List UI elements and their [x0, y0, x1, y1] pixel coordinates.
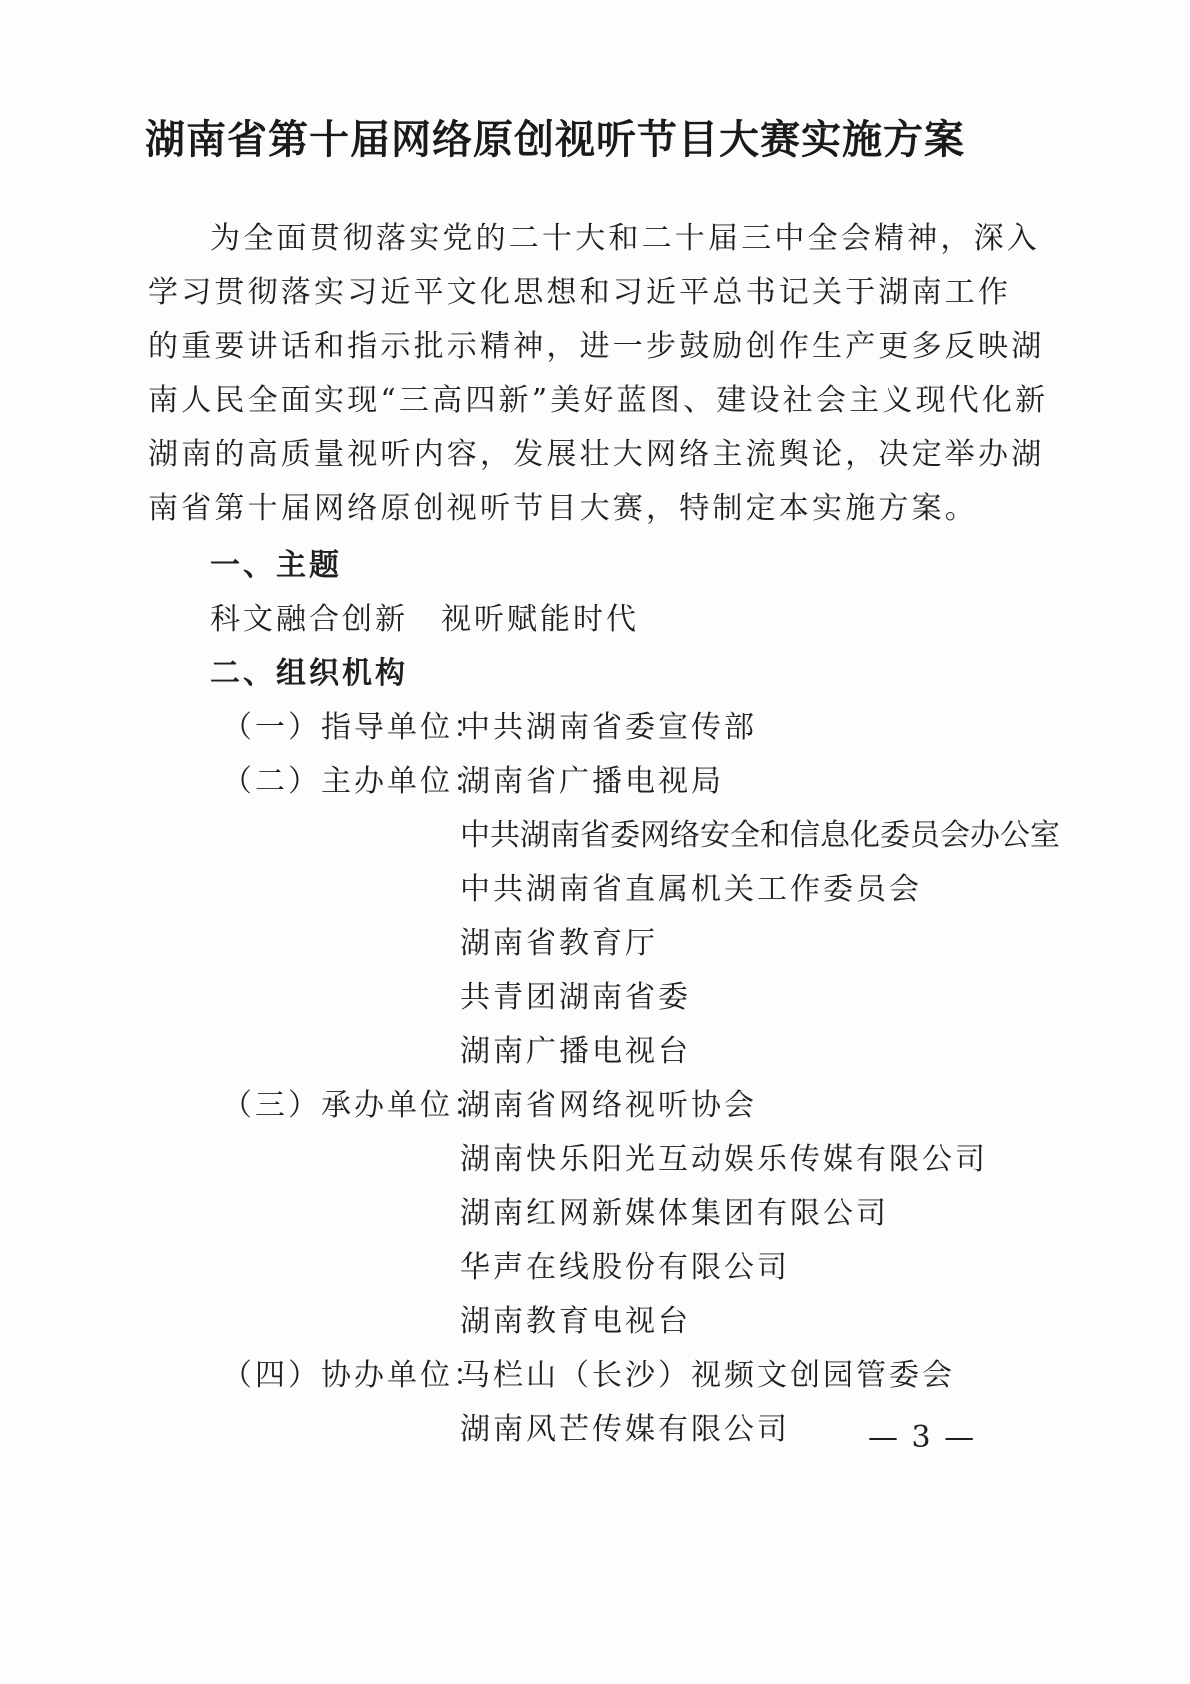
org-item: 共青团湖南省委 — [460, 980, 691, 1015]
org-item: 湖南省广播电视局 — [460, 764, 724, 799]
org-item: 湖南风芒传媒有限公司 — [460, 1412, 790, 1447]
org-item: 马栏山（长沙）视频文创园管委会 — [460, 1358, 955, 1393]
intro-line: 南省第十届网络原创视听节目大赛，特制定本实施方案。 — [148, 491, 978, 526]
org-item: 中共湖南省委宣传部 — [460, 710, 757, 745]
intro-line: 为全面贯彻落实党的二十大和二十届三中全会精神，深入 — [210, 221, 1040, 256]
org-item: 湖南省网络视听协会 — [460, 1088, 757, 1123]
org-label-guidance: （一）指导单位： — [222, 710, 486, 745]
org-item: 中共湖南省直属机关工作委员会 — [460, 872, 922, 907]
intro-line: 的重要讲话和指示批示精神，进一步鼓励创作生产更多反映湖 — [148, 329, 1045, 364]
section-heading-theme: 一、主题 — [210, 548, 342, 583]
section-heading-organization: 二、组织机构 — [210, 656, 408, 691]
org-label-organizer: （三）承办单位： — [222, 1088, 486, 1123]
org-item: 湖南省教育厅 — [460, 926, 658, 961]
org-item: 中共湖南省委网络安全和信息化委员会办公室 — [460, 818, 1060, 853]
page-number: — 3 — — [868, 1420, 977, 1455]
org-item: 湖南红网新媒体集团有限公司 — [460, 1196, 889, 1231]
page-title: 湖南省第十届网络原创视听节目大赛实施方案 — [145, 116, 965, 163]
theme-text: 科文融合创新 视听赋能时代 — [210, 602, 639, 637]
intro-line: 南人民全面实现“三高四新”美好蓝图、建设社会主义现代化新 — [148, 383, 1049, 418]
org-item: 湖南广播电视台 — [460, 1034, 691, 1069]
intro-line: 湖南的高质量视听内容，发展壮大网络主流舆论，决定举办湖 — [148, 437, 1045, 472]
intro-paragraph — [148, 212, 1049, 536]
intro-line: 学习贯彻落实习近平文化思想和习近平总书记关于湖南工作 — [148, 275, 1012, 310]
org-label-host: （二）主办单位： — [222, 764, 486, 799]
org-label-co-organizer: （四）协办单位： — [222, 1358, 486, 1393]
org-item: 湖南快乐阳光互动娱乐传媒有限公司 — [460, 1142, 988, 1177]
org-item: 湖南教育电视台 — [460, 1304, 691, 1339]
org-item: 华声在线股份有限公司 — [460, 1250, 790, 1285]
